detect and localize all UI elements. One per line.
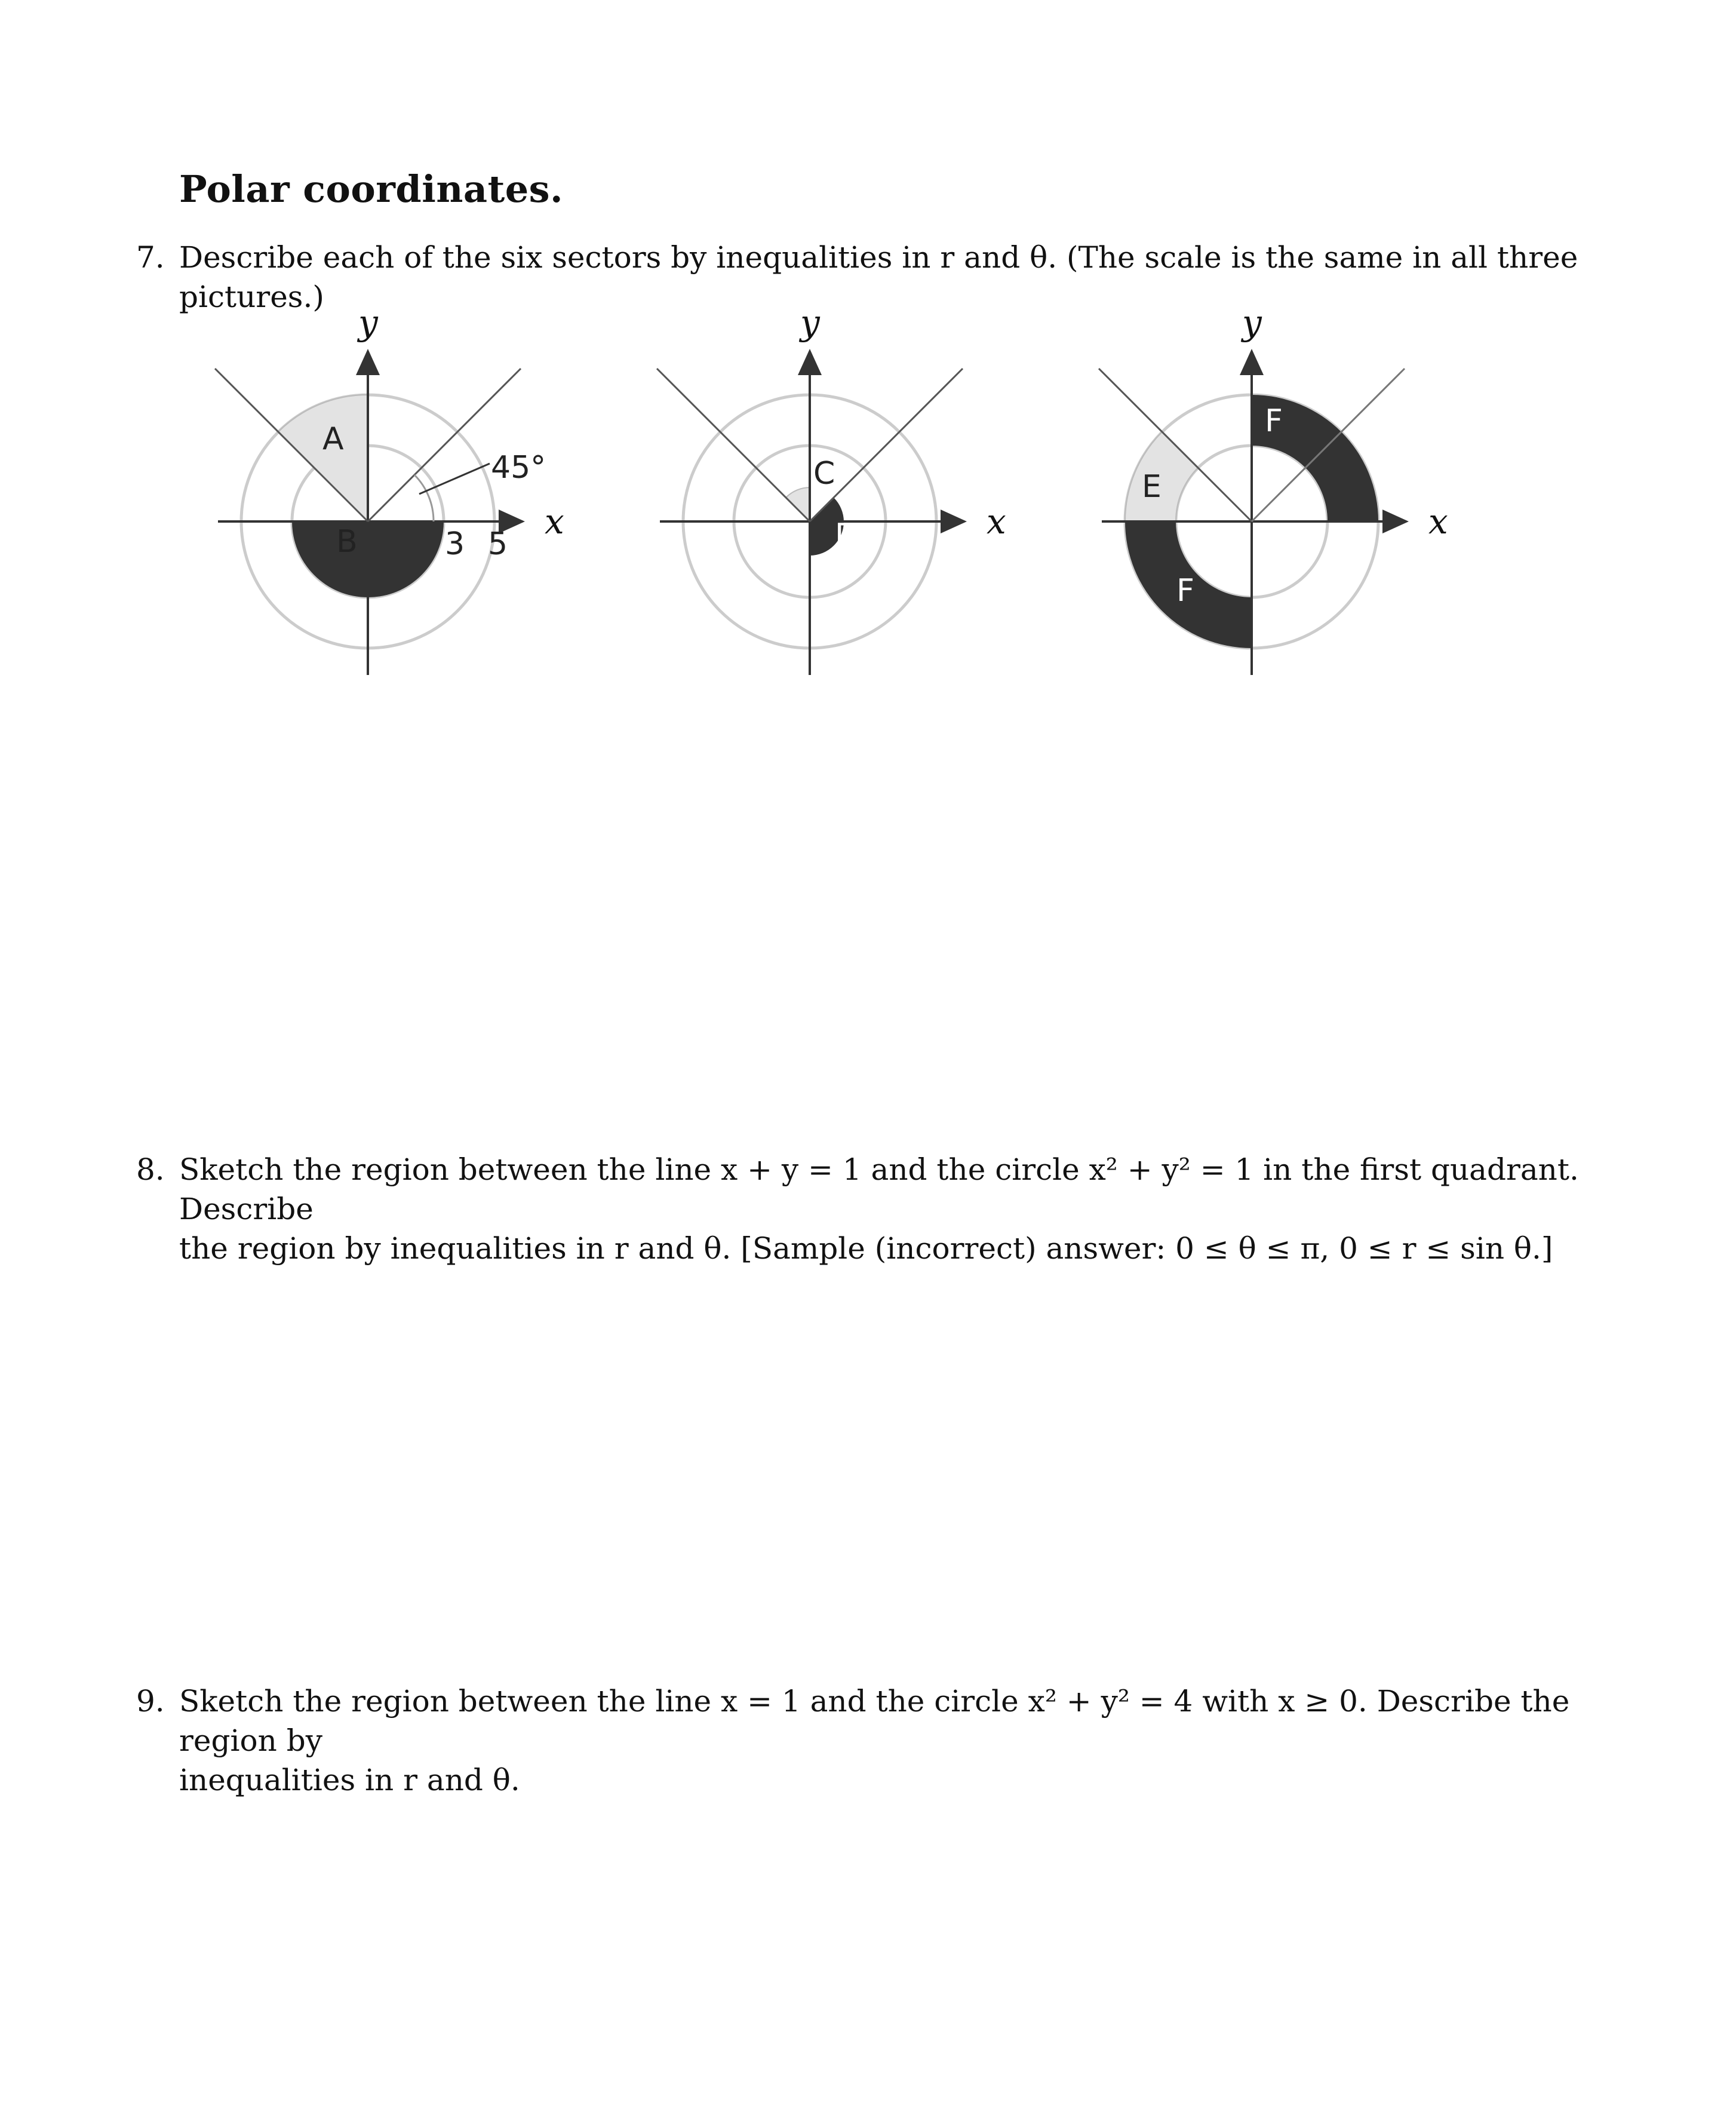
problem-9: [136, 1682, 1629, 1800]
radius-label-3: 3: [445, 526, 465, 562]
sector-c: [786, 487, 810, 521]
radius-label-5: 5: [488, 526, 508, 562]
y-axis-label: y: [358, 305, 378, 343]
figure-3: [1075, 305, 1493, 687]
problem-number: 8.: [136, 1152, 165, 1187]
problem-text-line-2: inequalities in r and θ.: [179, 1763, 520, 1797]
angle-arc: [414, 475, 434, 521]
polar-diagram-2: [633, 305, 1051, 687]
x-axis-label: x: [1428, 501, 1448, 542]
problem-number: 7.: [136, 240, 165, 275]
label-f-lower: F: [1176, 573, 1194, 609]
problem-8: [136, 1150, 1629, 1268]
x-axis-label: x: [987, 501, 1006, 542]
ray-45: [368, 369, 521, 521]
problem-text-line-1: Sketch the region between the line x = 1 and the circle x² + y² = 4 with x ≥ 0. Describe the region by: [179, 1684, 1570, 1758]
x-axis-label: x: [545, 501, 564, 542]
sector-e: [1125, 432, 1198, 521]
y-axis-label: y: [800, 305, 820, 343]
problem-text-line-2: the region by inequalities in r and θ. [Sample (incorrect) answer: 0 ≤ θ ≤ π, 0 ≤ r ≤ sin θ.]: [179, 1231, 1553, 1266]
problem-number: 9.: [136, 1684, 165, 1719]
figure-2: [633, 305, 1051, 687]
polar-diagram-3: [1075, 305, 1493, 687]
ray-135: [657, 369, 810, 521]
section-heading: Polar coordinates.: [179, 167, 564, 211]
label-b: B: [336, 524, 358, 560]
figure-1: [191, 305, 609, 687]
sector-a: [278, 395, 368, 521]
label-d: D: [835, 517, 859, 553]
label-c: C: [813, 456, 835, 492]
ray-45: [810, 369, 963, 521]
problem-text: Describe each of the six sectors by inequalities in r and θ. (The scale is the same in all three pictures.): [179, 240, 1578, 314]
y-axis-label: y: [1242, 305, 1262, 343]
label-a: A: [322, 421, 344, 457]
problem-text-line-1: Sketch the region between the line x + y = 1 and the circle x² + y² = 1 in the first quadrant. Describe: [179, 1152, 1579, 1226]
label-f-upper: F: [1265, 403, 1283, 439]
label-e: E: [1142, 469, 1162, 505]
angle-label: 45°: [491, 450, 546, 486]
polar-diagram-1: [191, 305, 609, 687]
